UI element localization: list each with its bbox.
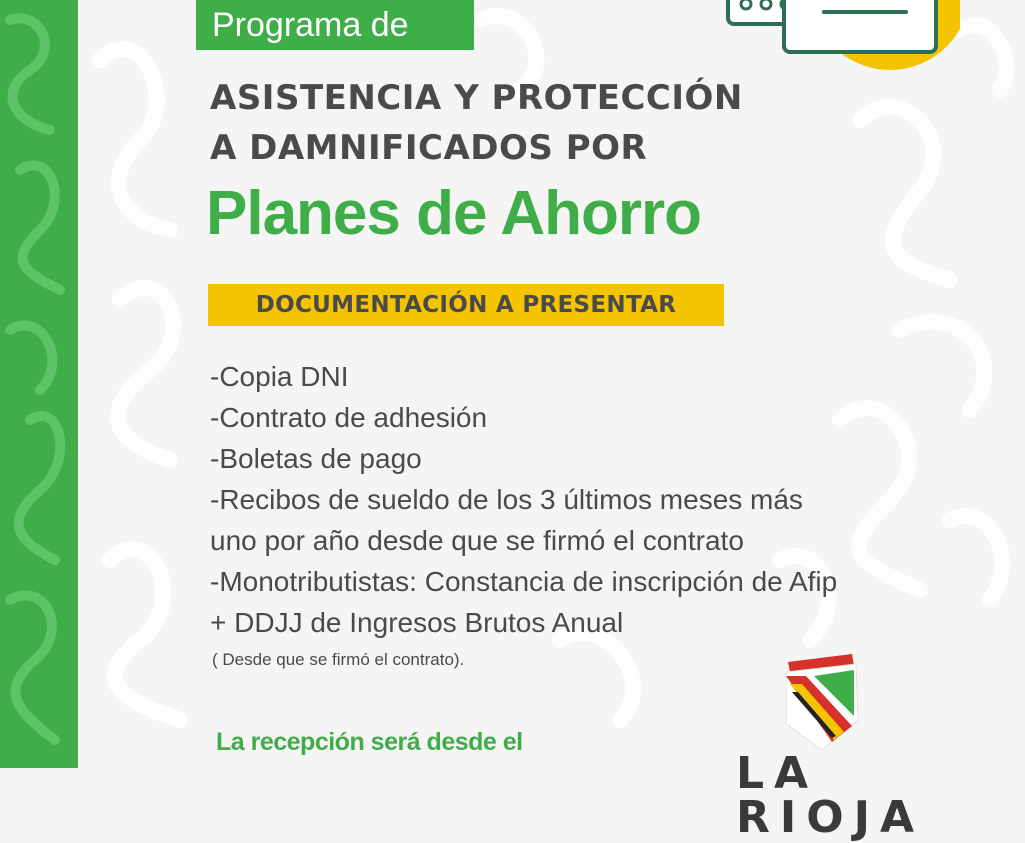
la-rioja-logo-text: LA RIOJA xyxy=(736,748,925,843)
list-item: + DDJJ de Ingresos Brutos Anual xyxy=(210,607,624,638)
list-item: uno por año desde que se firmó el contrato xyxy=(210,525,744,556)
list-item: -Copia DNI xyxy=(210,361,349,392)
document-card-illustration-icon xyxy=(720,0,960,70)
main-title: Planes de Ahorro xyxy=(206,179,702,248)
program-tag: Programa de xyxy=(196,0,474,50)
list-item: -Boletas de pago xyxy=(210,443,422,474)
headline-line-1: ASISTENCIA Y PROTECCIÓN xyxy=(210,78,743,118)
reception-text: La recepción será desde el xyxy=(216,728,523,756)
headline-line-2: A DAMNIFICADOS POR xyxy=(210,128,648,168)
list-item: -Monotributistas: Constancia de inscripción de Afip xyxy=(210,566,838,597)
documentation-tag: DOCUMENTACIÓN A PRESENTAR xyxy=(208,284,724,326)
la-rioja-logo-icon xyxy=(770,650,870,750)
date-note: ( Desde que se firmó el contrato). xyxy=(212,650,465,669)
list-item: -Recibos de sueldo de los 3 últimos meses más xyxy=(210,484,803,515)
list-item: -Contrato de adhesión xyxy=(210,402,488,433)
requirements-list xyxy=(210,356,837,643)
left-decorative-band xyxy=(0,0,78,768)
